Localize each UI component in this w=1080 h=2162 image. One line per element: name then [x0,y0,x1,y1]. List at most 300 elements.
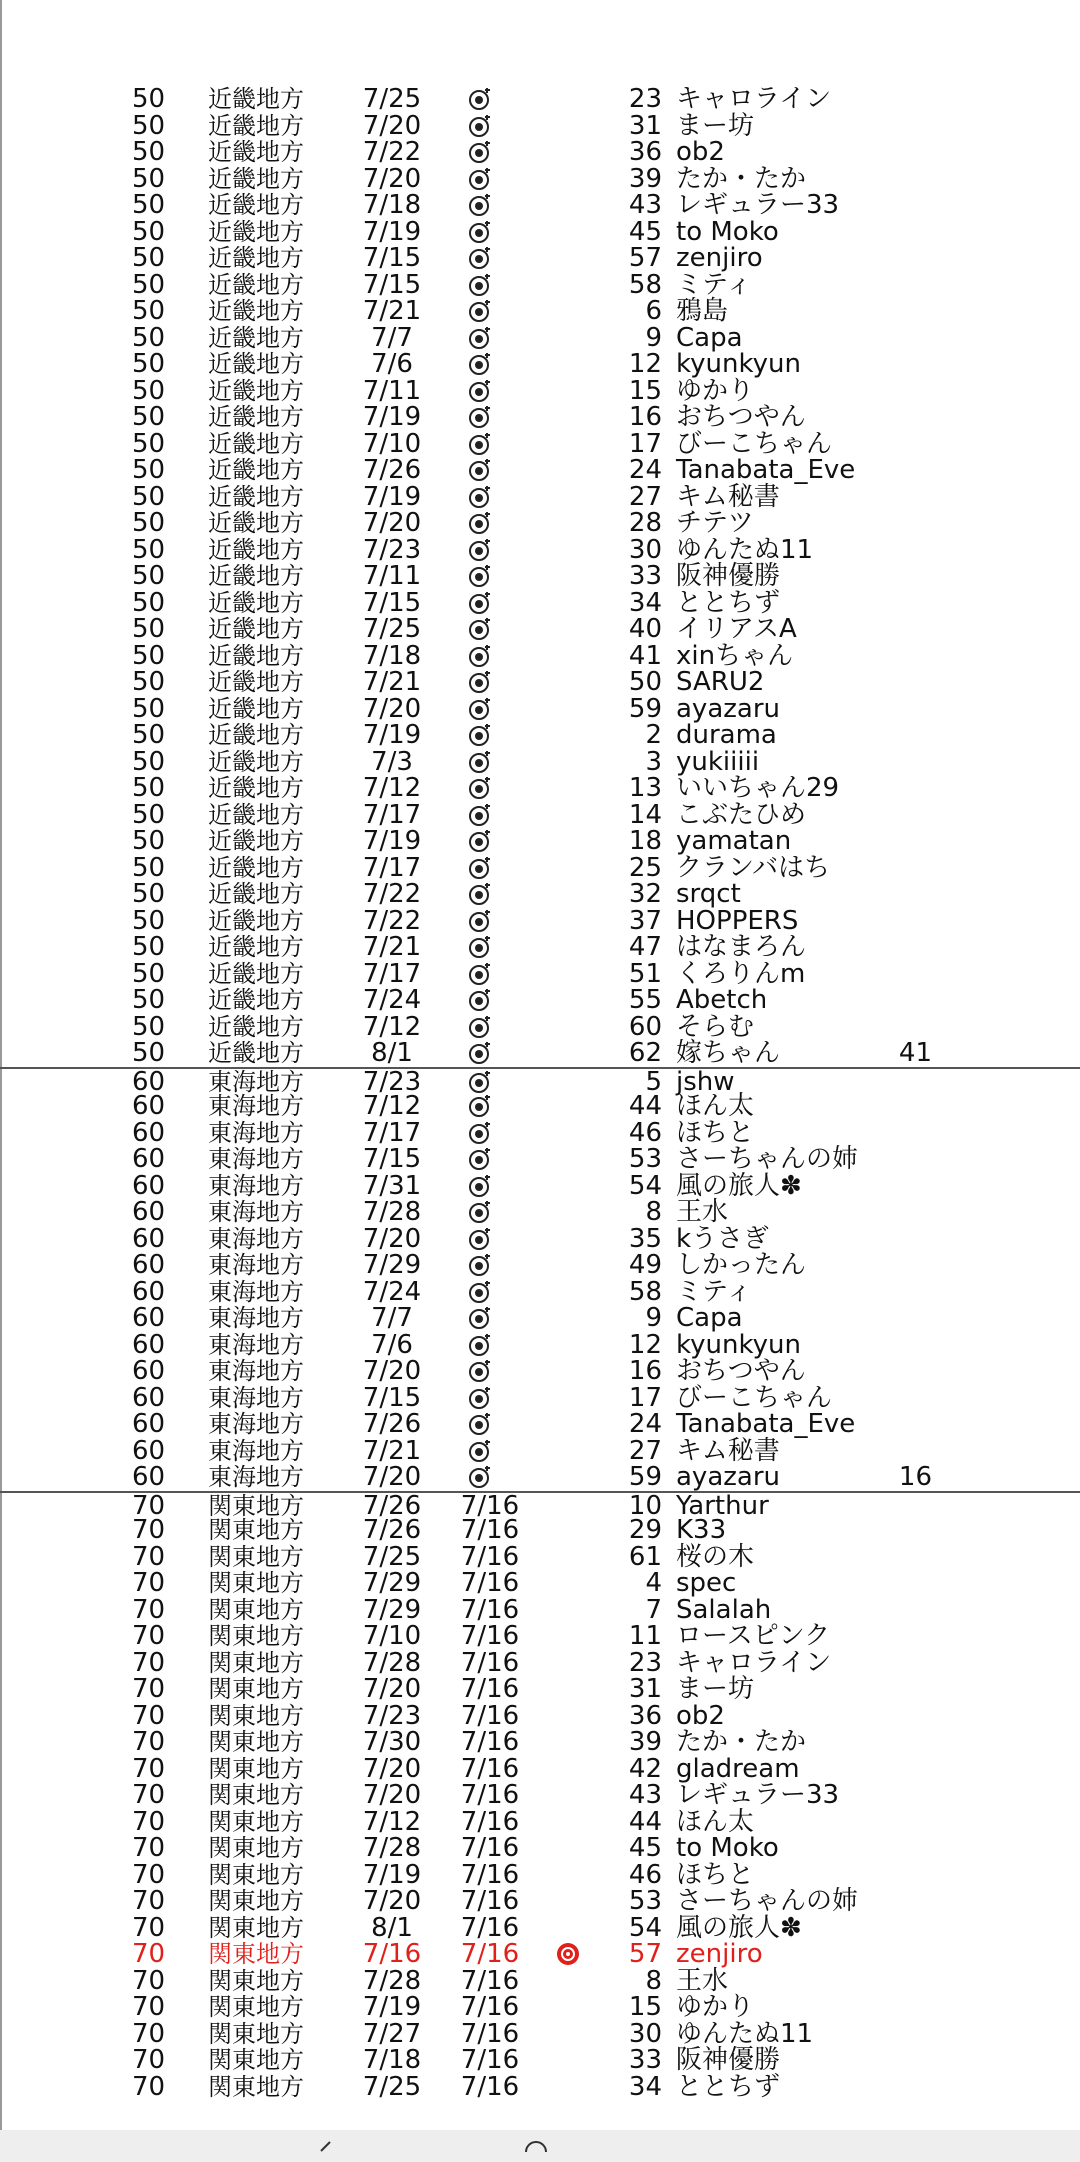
table-row [0,375,1080,406]
camera-icon [468,669,498,696]
date-cell: 7/20 [362,1674,422,1704]
group-cell: 60 [132,1091,166,1121]
entry-name-cell: durama [676,720,777,750]
group-cell: 50 [132,269,166,300]
camera-icon [468,855,498,882]
entry-name-cell: さーちゃんの姉 [676,1144,859,1174]
camera-icon [468,272,498,299]
toolbar-edit-icon[interactable] [318,2138,334,2158]
entry-name-cell: kうさぎ [676,1223,770,1254]
entry-name-cell: jshw [676,1066,735,1097]
second-date-cell: 7/16 [460,1647,520,1678]
entry-name-cell: Salalah [676,1594,772,1625]
group-cell: 50 [132,216,166,247]
camera-icon [468,1014,498,1041]
group-cell: 50 [132,534,166,565]
region-cell: 関東地方 [208,1913,304,1942]
region-cell: 近畿地方 [208,456,304,484]
date-cell: 7/28 [362,1833,422,1863]
entry-number-cell: 44 [628,1806,662,1837]
entry-name-cell: 風の旅人✽ [676,1170,802,1201]
table-row [0,110,1080,141]
group-cell: 70 [132,1753,166,1784]
camera-icon [468,616,498,643]
table-row [0,1517,1080,1544]
group-cell: 70 [132,2071,166,2102]
entry-name-cell: Capa [676,1303,743,1333]
entry-name-cell: spec [676,1568,737,1598]
table-row [0,669,1080,696]
group-cell: 50 [132,746,166,777]
entry-number-cell: 30 [628,534,662,565]
region-cell: 東海地方 [208,1277,304,1306]
camera-icon [468,351,498,378]
second-date-cell: 7/16 [460,1674,520,1704]
entry-number-cell: 53 [628,1886,662,1916]
entry-name-cell: ととちず [676,2071,781,2102]
date-cell: 7/20 [362,1356,422,1386]
date-cell: 7/7 [371,1303,413,1333]
table-row [0,1994,1080,2021]
entry-number-cell: 23 [628,84,662,114]
table-row [0,1729,1080,1756]
entry-number-cell: 61 [628,1541,662,1572]
table-row [0,245,1080,272]
date-cell: 7/19 [362,216,422,247]
region-cell: 近畿地方 [208,668,304,696]
camera-icon [468,113,498,140]
date-cell: 7/26 [362,1515,422,1545]
region-cell: 関東地方 [208,2046,304,2074]
entry-name-cell: HOPPERS [676,905,799,936]
date-cell: 7/6 [371,1329,413,1360]
region-cell: 東海地方 [208,1171,304,1200]
group-cell: 60 [132,1462,166,1492]
second-date-cell: 7/16 [460,1568,520,1598]
entry-name-cell: キャロライン [676,84,832,114]
entry-name-cell: まー坊 [676,110,755,141]
entry-name-cell: レギュラー33 [676,1780,840,1810]
region-cell: 関東地方 [208,1940,304,1968]
date-cell: 7/20 [362,1886,422,1916]
entry-number-cell: 41 [628,640,662,671]
group-cell: 60 [132,1223,166,1254]
region-cell: 近畿地方 [208,164,304,193]
table-row [0,163,1080,194]
region-cell: 東海地方 [208,1410,304,1438]
entry-number-cell: 45 [628,1833,662,1863]
region-cell: 近畿地方 [208,959,304,988]
table-row [0,534,1080,565]
table-row [0,2018,1080,2049]
entry-number-cell: 44 [628,1091,662,1121]
date-cell: 7/12 [362,773,422,803]
group-cell: 60 [132,1250,166,1280]
region-cell: 近畿地方 [208,1012,304,1041]
entry-number-cell: 17 [628,1382,662,1413]
group-cell: 70 [132,1939,166,1969]
second-date-cell: 7/16 [460,1806,520,1837]
group-cell: 50 [132,826,166,856]
entry-name-cell: はなまろん [676,932,807,962]
region-cell: 関東地方 [208,1728,304,1756]
date-cell: 7/11 [362,375,422,406]
entry-name-cell: たか・たか [676,163,807,194]
table-row [0,693,1080,724]
camera-icon [468,1279,498,1306]
region-cell: 東海地方 [208,1463,304,1491]
group-cell: 70 [132,1621,166,1651]
date-cell: 7/19 [362,481,422,512]
group-cell: 60 [132,1144,166,1174]
region-cell: 東海地方 [208,1251,304,1279]
entry-name-cell: しかったん [676,1250,807,1280]
camera-icon [468,987,498,1014]
date-cell: 7/28 [362,1965,422,1996]
entry-number-cell: 34 [628,2071,662,2102]
region-cell: 近畿地方 [208,588,304,617]
region-cell: 関東地方 [208,1648,304,1677]
entry-name-cell: 風の旅人✽ [676,1912,802,1943]
region-cell: 東海地方 [208,1383,304,1412]
group-cell: 60 [132,1197,166,1227]
second-date-cell: 7/16 [460,1886,520,1916]
date-cell: 8/1 [371,1038,413,1068]
entry-name-cell: 阪神優勝 [676,561,781,591]
camera-icon [468,1438,498,1465]
table-row [0,1623,1080,1650]
second-date-cell: 7/16 [460,1859,520,1890]
region-cell: 東海地方 [208,1145,304,1173]
date-cell: 7/12 [362,1011,422,1042]
group-cell: 50 [132,1038,166,1068]
entry-name-cell: ayazaru [676,1462,780,1492]
camera-icon [468,1464,498,1491]
date-cell: 7/15 [362,587,422,618]
region-cell: 関東地方 [208,1807,304,1836]
group-cell: 70 [132,1647,166,1678]
region-cell: 近畿地方 [208,721,304,749]
entry-name-cell: クランバはち [676,852,831,883]
entry-number-cell: 27 [628,1435,662,1466]
group-cell: 50 [132,614,166,644]
date-cell: 7/31 [362,1170,422,1201]
camera-icon [468,510,498,537]
date-cell: 7/26 [362,455,422,485]
date-cell: 7/20 [362,163,422,194]
region-cell: 近畿地方 [208,535,304,564]
entry-number-cell: 49 [628,1250,662,1280]
second-date-cell: 7/16 [460,2071,520,2102]
entry-name-cell: ほちと [676,1859,755,1890]
camera-icon [468,961,498,988]
date-cell: 8/1 [371,1912,413,1943]
second-date-cell: 7/16 [460,2018,520,2049]
entry-name-cell: びーこちゃん [676,428,833,459]
region-cell: 近畿地方 [208,615,304,643]
entry-name-cell: たか・たか [676,1727,807,1757]
table-row [0,1223,1080,1254]
entry-number-cell: 34 [628,587,662,618]
entries-table [0,86,1080,2100]
table-row [0,746,1080,777]
entry-name-cell: 鴉島 [676,296,729,326]
date-cell: 7/29 [362,1594,422,1625]
group-cell: 50 [132,852,166,883]
entry-name-cell: ゆかり [676,375,755,406]
table-row [0,1700,1080,1731]
group-cell: 60 [132,1276,166,1307]
entry-name-cell: kyunkyun [676,349,801,379]
entry-name-cell: ほちと [676,1117,755,1148]
entry-number-cell: 23 [628,1647,662,1678]
entry-name-cell: gladream [676,1753,800,1784]
region-cell: 近畿地方 [208,509,304,537]
group-cell: 50 [132,110,166,141]
group-cell: 70 [132,1965,166,1996]
table-row [0,1329,1080,1360]
table-row [0,404,1080,431]
group-cell: 50 [132,137,166,167]
camera-icon [468,1173,498,1200]
camera-icon [468,86,498,113]
group-cell: 50 [132,879,166,909]
region-cell: 関東地方 [208,1966,304,1995]
entry-name-cell: キム秘書 [676,1435,780,1466]
entry-number-cell: 8 [645,1965,662,1996]
region-cell: 東海地方 [208,1436,304,1465]
entry-number-cell: 14 [628,799,662,830]
table-row [0,1941,1080,1968]
date-cell: 7/20 [362,1462,422,1492]
entry-number-cell: 15 [628,1992,662,2022]
region-cell: 近畿地方 [208,562,304,590]
entry-number-cell: 24 [628,455,662,485]
camera-icon [468,563,498,590]
date-cell: 7/11 [362,561,422,591]
table-row [0,1490,1080,1521]
region-cell: 近畿地方 [208,244,304,272]
group-cell: 70 [132,1674,166,1704]
entry-number-cell: 39 [628,1727,662,1757]
table-row [0,1040,1080,1067]
group-cell: 60 [132,1066,166,1097]
table-row [0,481,1080,512]
group-cell: 60 [132,1170,166,1201]
entry-number-cell: 50 [628,667,662,697]
table-row [0,428,1080,459]
group-cell: 70 [132,1992,166,2022]
group-cell: 70 [132,1727,166,1757]
table-row [0,1382,1080,1413]
region-cell: 近畿地方 [208,350,304,378]
camera-icon [468,1069,498,1096]
date-cell: 7/10 [362,1621,422,1651]
entry-name-cell: ミティ [676,269,752,300]
entry-name-cell: 王水 [676,1965,729,1996]
table-row [0,1965,1080,1996]
group-cell: 50 [132,428,166,459]
entry-number-cell: 9 [645,322,662,353]
entry-number-cell: 28 [628,508,662,538]
second-date-cell: 7/16 [460,2045,520,2075]
entry-number-cell: 62 [628,1038,662,1068]
group-cell: 50 [132,296,166,326]
date-cell: 7/18 [362,190,422,220]
entry-name-cell: ob2 [676,137,725,167]
entry-name-cell: kyunkyun [676,1329,801,1360]
bottom-toolbar [0,2130,1080,2162]
group-cell: 50 [132,375,166,406]
toolbar-circle-icon[interactable] [524,2138,548,2158]
second-date-cell: 7/16 [460,1939,520,1969]
camera-icon [468,1040,498,1067]
camera-icon [468,192,498,219]
camera-icon [468,802,498,829]
region-cell: 関東地方 [208,1491,304,1520]
group-cell: 60 [132,1382,166,1413]
entry-name-cell: まー坊 [676,1674,755,1704]
entry-number-cell: 25 [628,852,662,883]
table-row [0,139,1080,166]
table-row [0,1570,1080,1597]
entry-number-cell: 27 [628,481,662,512]
entry-name-cell: zenjiro [676,1939,763,1969]
date-cell: 7/17 [362,852,422,883]
table-row [0,1753,1080,1784]
second-date-cell: 7/16 [460,1541,520,1572]
camera-icon [468,1146,498,1173]
table-row [0,298,1080,325]
date-cell: 7/15 [362,243,422,273]
camera-icon [468,590,498,617]
entry-name-cell: ayazaru [676,693,780,724]
date-cell: 7/28 [362,1197,422,1227]
second-date-cell: 7/16 [460,1727,520,1757]
second-date-cell: 7/16 [460,1992,520,2022]
table-row [0,1594,1080,1625]
table-row [0,2071,1080,2102]
group-cell: 50 [132,587,166,618]
entry-number-cell: 6 [645,296,662,326]
group-cell: 70 [132,1594,166,1625]
entry-name-cell: くろりんm [676,958,806,989]
date-cell: 7/23 [362,534,422,565]
region-cell: 関東地方 [208,1622,304,1650]
entry-name-cell: yukiiiii [676,746,760,777]
entry-name-cell: 王水 [676,1197,729,1227]
table-row [0,1305,1080,1332]
table-row [0,1093,1080,1120]
date-cell: 7/17 [362,958,422,989]
date-cell: 7/23 [362,1700,422,1731]
group-cell: 70 [132,1541,166,1572]
camera-icon [468,219,498,246]
group-cell: 60 [132,1435,166,1466]
group-cell: 70 [132,1515,166,1545]
target-icon [556,1941,586,1968]
table-row [0,1146,1080,1173]
entry-number-cell: 13 [628,773,662,803]
camera-icon [468,881,498,908]
entry-number-cell: 32 [628,879,662,909]
date-cell: 7/22 [362,879,422,909]
date-cell: 7/26 [362,1490,422,1521]
group-cell: 60 [132,1303,166,1333]
entry-name-cell: yamatan [676,826,792,856]
region-cell: 東海地方 [208,1304,304,1332]
second-date-cell: 7/16 [460,1594,520,1625]
entry-number-cell: 33 [628,561,662,591]
entry-number-cell: 4 [645,1568,662,1598]
region-cell: 近畿地方 [208,880,304,908]
group-cell: 70 [132,1912,166,1943]
date-cell: 7/18 [362,2045,422,2075]
entry-name-cell: srqct [676,879,741,909]
table-row [0,799,1080,830]
date-cell: 7/22 [362,905,422,936]
date-cell: 7/25 [362,84,422,114]
camera-icon [468,722,498,749]
date-cell: 7/28 [362,1647,422,1678]
table-row [0,1276,1080,1307]
entry-name-cell: zenjiro [676,243,763,273]
entry-name-cell: ほん太 [676,1806,755,1837]
entry-number-cell: 5 [645,1066,662,1097]
camera-icon [468,537,498,564]
date-cell: 7/15 [362,1144,422,1174]
region-cell: 関東地方 [208,1569,304,1597]
entry-name-cell: さーちゃんの姉 [676,1886,859,1916]
group-cell: 70 [132,1859,166,1890]
entry-number-cell: 15 [628,375,662,406]
camera-icon [468,139,498,166]
group-cell: 70 [132,1806,166,1837]
table-row [0,563,1080,590]
date-cell: 7/16 [362,1939,422,1969]
entry-number-cell: 3 [645,746,662,777]
entry-name-cell: イリアスA [676,614,797,644]
entry-number-cell: 24 [628,1409,662,1439]
date-cell: 7/17 [362,1117,422,1148]
entry-name-cell: ob2 [676,1700,725,1731]
table-row [0,1011,1080,1042]
table-row [0,1782,1080,1809]
region-cell: 近畿地方 [208,933,304,961]
region-cell: 近畿地方 [208,747,304,776]
region-cell: 東海地方 [208,1224,304,1253]
entry-name-cell: ゆんたぬ11 [676,2018,814,2049]
group-cell: 60 [132,1409,166,1439]
camera-icon [468,166,498,193]
entry-number-cell: 16 [628,402,662,432]
table-row [0,457,1080,484]
entry-name-cell: ミティ [676,1276,752,1307]
group-cell: 50 [132,773,166,803]
region-cell: 近畿地方 [208,191,304,219]
camera-icon [468,378,498,405]
table-row [0,881,1080,908]
entry-number-cell: 51 [628,958,662,989]
region-cell: 関東地方 [208,2072,304,2101]
camera-icon [468,245,498,272]
date-cell: 7/20 [362,1223,422,1254]
camera-icon [468,431,498,458]
region-cell: 東海地方 [208,1357,304,1385]
camera-icon [468,404,498,431]
date-cell: 7/7 [371,322,413,353]
entry-number-cell: 43 [628,190,662,220]
